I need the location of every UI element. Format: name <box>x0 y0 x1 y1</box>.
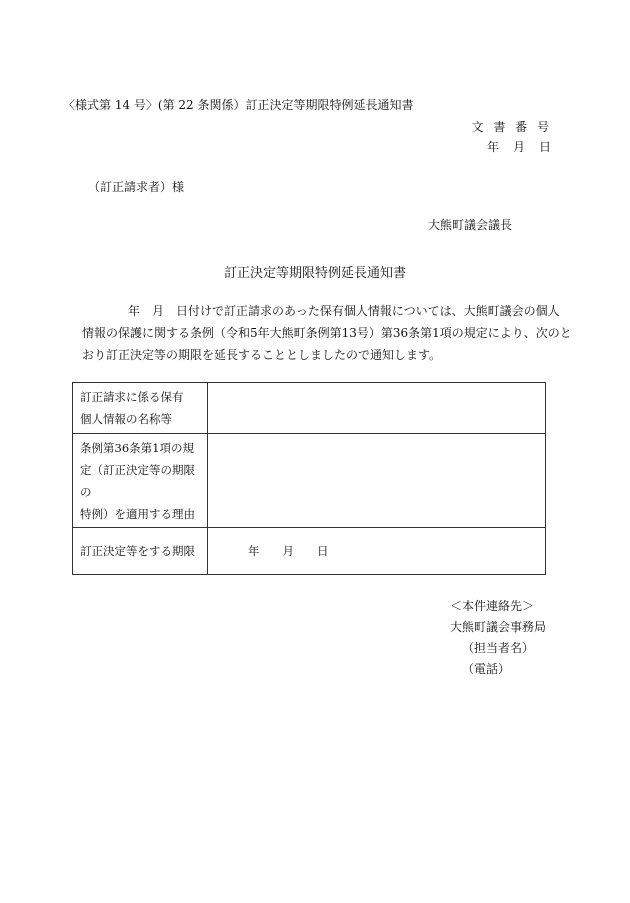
table-row <box>73 383 546 434</box>
document-title: 訂正決定等期限特例延長通知書 <box>223 266 406 281</box>
body-line: おり訂正決定等の期限を延長することとしましたので通知します。 <box>82 348 442 362</box>
row-value <box>208 383 546 434</box>
row-label-line: 訂正請求に係る保有 <box>80 390 184 404</box>
document-number-label: 文 書 番 号 <box>471 120 552 134</box>
row-value <box>208 528 546 575</box>
contact-block <box>450 596 546 680</box>
row-label-line: 訂正決定等をする期限 <box>80 544 195 558</box>
row-value <box>208 434 546 528</box>
document-date-label: 年 月 日 <box>486 140 552 154</box>
row-label <box>73 383 208 434</box>
row-label <box>73 528 208 575</box>
body-line: 年 月 日付けで訂正請求のあった保有個人情報については、大熊町議会の個人 <box>128 304 560 318</box>
body-paragraph <box>82 300 572 366</box>
table-row <box>73 528 546 575</box>
contact-person: （担当者名） <box>462 641 535 655</box>
row-label-line: 個人情報の名称等 <box>80 412 172 426</box>
form-header: 〈様式第 14 号〉(第 22 条関係）訂正決定等期限特例延長通知書 <box>63 98 414 112</box>
contact-office: 大熊町議会事務局 <box>450 620 547 634</box>
row-label-line: 条例第36条第1項の規 <box>80 440 194 455</box>
deadline-date: 年 月 日 <box>248 544 329 558</box>
row-label <box>73 434 208 528</box>
addressee: （訂正請求者）様 <box>88 180 185 194</box>
row-label-line: 特例）を適用する理由 <box>80 506 195 521</box>
contact-phone: （電話） <box>462 662 511 676</box>
contact-heading: ＜本件連絡先＞ <box>450 599 535 613</box>
sender: 大熊町議会議長 <box>427 218 512 232</box>
row-label-line: 定（訂正決定等の期限の <box>80 462 195 499</box>
notice-table <box>72 382 546 575</box>
table-row <box>73 434 546 528</box>
body-line: 情報の保護に関する条例（令和5年大熊町条例第13号）第36条第1項の規定により、次のと <box>82 326 572 340</box>
